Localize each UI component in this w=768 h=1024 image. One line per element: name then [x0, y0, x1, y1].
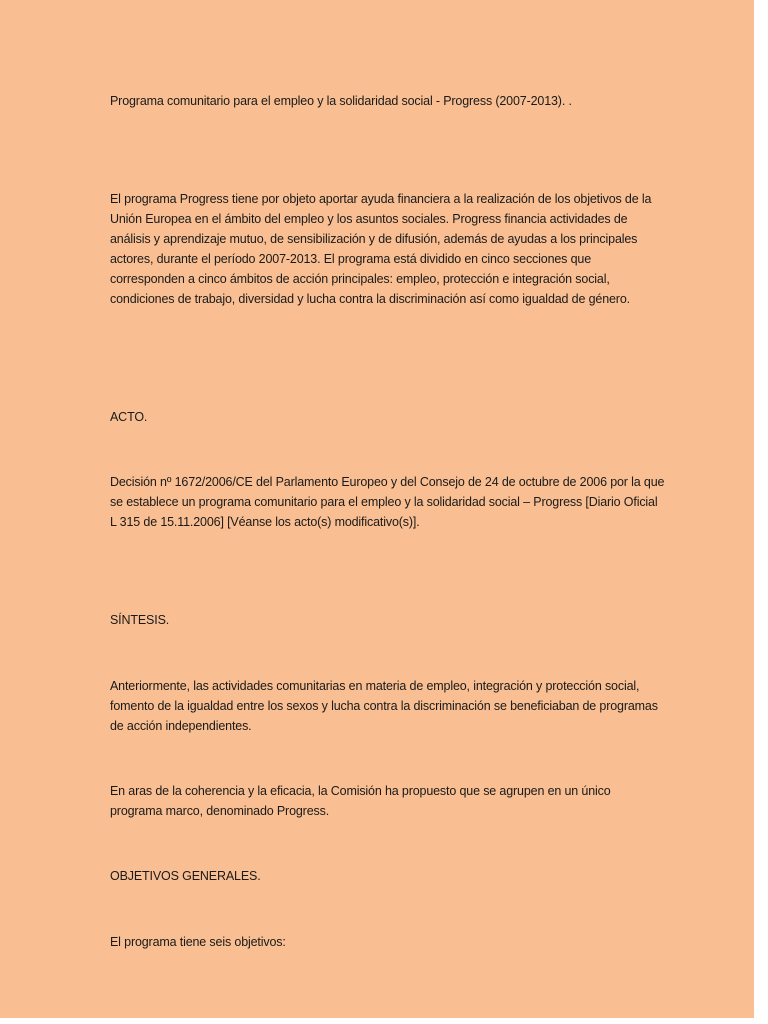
acto-heading: ACTO. [110, 410, 148, 424]
sintesis-heading: SÍNTESIS. [110, 613, 170, 627]
objetivos-intro: El programa tiene seis objetivos: [110, 935, 286, 949]
intro-paragraph: El programa Progress tiene por objeto aportar ayuda financiera a la realización de los objetivos de la Unión Europea en el ámbito del empleo y los asuntos sociales. Progress financia actividades de análisis y aprendizaje mutuo, de sensibilización y de difusión, además de ayudas a los principales actores, durante el período 2007-2013. El programa está dividido en cinco secciones que corresponden a cinco ámbitos de acción principales: empleo, protección e integración social, condiciones de trabajo, diversidad y lucha contra la discriminación así como igualdad de género. [110, 192, 652, 306]
objetivos-heading: OBJETIVOS GENERALES. [110, 869, 261, 883]
sintesis-paragraph-1: Anteriormente, las actividades comunitarias en materia de empleo, integración y protección social, fomento de la igualdad entre los sexos y lucha contra la discriminación se beneficiaban de programas de acción independientes. [110, 679, 658, 733]
document-title: Programa comunitario para el empleo y la solidaridad social - Progress (2007-2013). . [110, 94, 572, 108]
sintesis-paragraph-2: En aras de la coherencia y la eficacia, la Comisión ha propuesto que se agrupen en un único programa marco, denominado Progress. [110, 784, 611, 818]
acto-paragraph: Decisión nº 1672/2006/CE del Parlamento Europeo y del Consejo de 24 de octubre de 2006 por la que se establece un programa comunitario para el empleo y la solidaridad social – Progress [Diario Oficial L 315 de 15.11.2006] [Véanse los acto(s) modificativo(s)]. [110, 475, 665, 529]
